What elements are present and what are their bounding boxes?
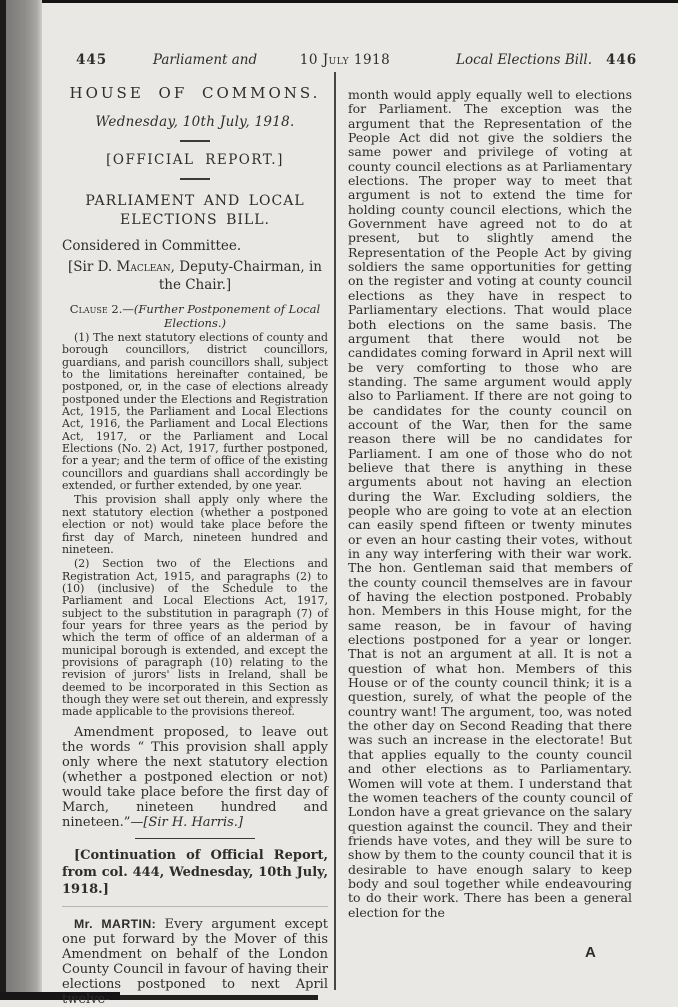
- scan-edge-top: [0, 0, 678, 3]
- section-rule: [180, 140, 210, 142]
- committee-note: Considered in Committee.: [62, 238, 242, 254]
- amendment-paragraph: [62, 725, 328, 830]
- continuation-note: [Continuation of Official Report, from col. 444, Wednesday, 10th July, 1918.]: [62, 848, 328, 898]
- column-number-left: 445: [76, 52, 108, 68]
- continuation-divider-rule: [62, 906, 328, 907]
- clause-heading: [62, 302, 328, 330]
- speech-text: Every argument except one put forward by the Mover of this Amendment on behalf of the London County Council in favour of having their elections postponed to next April twelve-: [62, 917, 329, 1007]
- amendment-text: Amendment proposed, to leave out the words “ This provision shall apply only where the next statutory election (whether a postponed election or not) would take place before the first day of March, nineteen hundred and nineteen.”—: [62, 724, 328, 830]
- right-column: [348, 88, 632, 920]
- speaker-separator: :: [151, 917, 165, 932]
- speech-paragraph: [62, 917, 328, 1007]
- clause-paragraph: This provision shall apply only where the next statutory election (whether a postponed election or not) would take place before the first day of March, nineteen hundred and nineteen.: [62, 493, 328, 556]
- chair-note-suffix: , Deputy-Chairman, in the Chair.]: [158, 259, 322, 293]
- signature-mark: A: [585, 944, 597, 961]
- clause-paragraph: (2) Section two of the Elections and Registration Act, 1915, and paragraphs (2) to (10) (inclusive) of the Schedule to the Parliament and Local Elections Act, 1917, subject to the substitution in paragraph (7) of four years for three years as the period by which the term of office of an alderman of a municipal borough is extended, and except the provisions of paragraph (10) relating to the revision of jurors' lists in Ireland, shall be deemed to be incorporated in this Section as though they were set out therein, and expressly made applicable to the provisions thereof.: [62, 557, 328, 719]
- scan-edge-left: [0, 0, 6, 1000]
- column-divider-rule: [334, 72, 336, 990]
- running-header: [0, 52, 678, 72]
- column-number-right: 446: [606, 52, 638, 68]
- sitting-date: Wednesday, 10th July, 1918.: [95, 114, 295, 130]
- house-heading: HOUSE OF COMMONS.: [69, 84, 321, 102]
- speaker-name: Mr. MARTIN: [74, 917, 152, 932]
- clause-label: Clause 2.: [69, 302, 123, 316]
- header-date: 10 July 1918: [299, 52, 391, 68]
- official-report-label: [OFFICIAL REPORT.]: [106, 152, 284, 168]
- chair-note-prefix: [Sir D.: [68, 259, 117, 275]
- left-column: [62, 80, 328, 1007]
- clause-title: —(Further Postponement of Local Elections.): [122, 302, 321, 330]
- section-rule: [180, 178, 210, 180]
- chair-name: Maclean: [116, 259, 171, 275]
- running-title-right: Local Elections Bill.: [456, 52, 592, 68]
- running-title-left: Parliament and: [152, 52, 258, 68]
- amendment-divider-rule: [135, 838, 255, 840]
- scan-gutter-band: [6, 0, 42, 1000]
- speech-continuation: month would apply equally well to elections for Parliament. The exception was the argument that the Representation of the People Act did not give the soldiers the same power and privilege of voting at county council elections as at Parliamentary elections. The proper way to meet that argument is not to extend the time for holding county council elections, which the Government have agreed not to do at present, but to slightly amend the Representation of the People Act by giving soldiers the same opportunities for getting on the register and voting at county council elections as they have in respect to Parliamentary elections. That would place both elections on the same basis. The argument that there would not be candidates coming forward in April next will be very comforting to those who are standing. The same argument would apply also to Parliament. If there are not going to be candidates for the county council on account of the War, then for the same reason there will be no candidates for Parliament. I am one of those who do not believe that there is anything in these arguments about not having an election during the War. Excluding soldiers, the people who are going to vote at an election can easily spend fifteen or twenty minutes or even an hour casting their votes, without in any way interfering with their war work. The hon. Gentleman said that members of the county council themselves are in favour of having the election postponed. Probably hon. Members in this House might, for the same reason, be in favour of having elections postponed for a year or longer. That is not an argument at all. It is not a question of what hon. Members of this House or of the county council think; it is a question, surely, of what the people of the country want! The argument, too, was noted the other day on Second Reading that there was such an increase in the electorate! But that applies equally to the county council and other elections as to Parliamentary. Women will vote at them. I understand that the women teachers of the county council of London have a great grievance on the salary question against the council. They and their friends have votes, and they will be sure to show by them to the county council that it is desirable to have enough salary to keep body and soul together while endeavouring to do their work. There has been a general election for the: [348, 87, 632, 920]
- chair-note: [62, 258, 328, 294]
- clause-paragraph: (1) The next statutory elections of county and borough councillors, district councillors, guardians, and parish councillors shall, subject to the limitations hereinafter contained, be postponed, or, in the case of elections already postponed under the Elections and Registration Act, 1915, the Parliament and Local Elections Act, 1916, the Parliament and Local Elections Act, 1917, or the Parliament and Local Elections (No. 2) Act, 1917, further postponed, for a year; and the term of office of the existing councillors and guardians shall accordingly be extended, or further extended, by one year.: [62, 331, 328, 493]
- bill-title: PARLIAMENT AND LOCAL ELECTIONS BILL.: [85, 193, 305, 228]
- amendment-attribution: [Sir H. Harris.]: [143, 814, 243, 830]
